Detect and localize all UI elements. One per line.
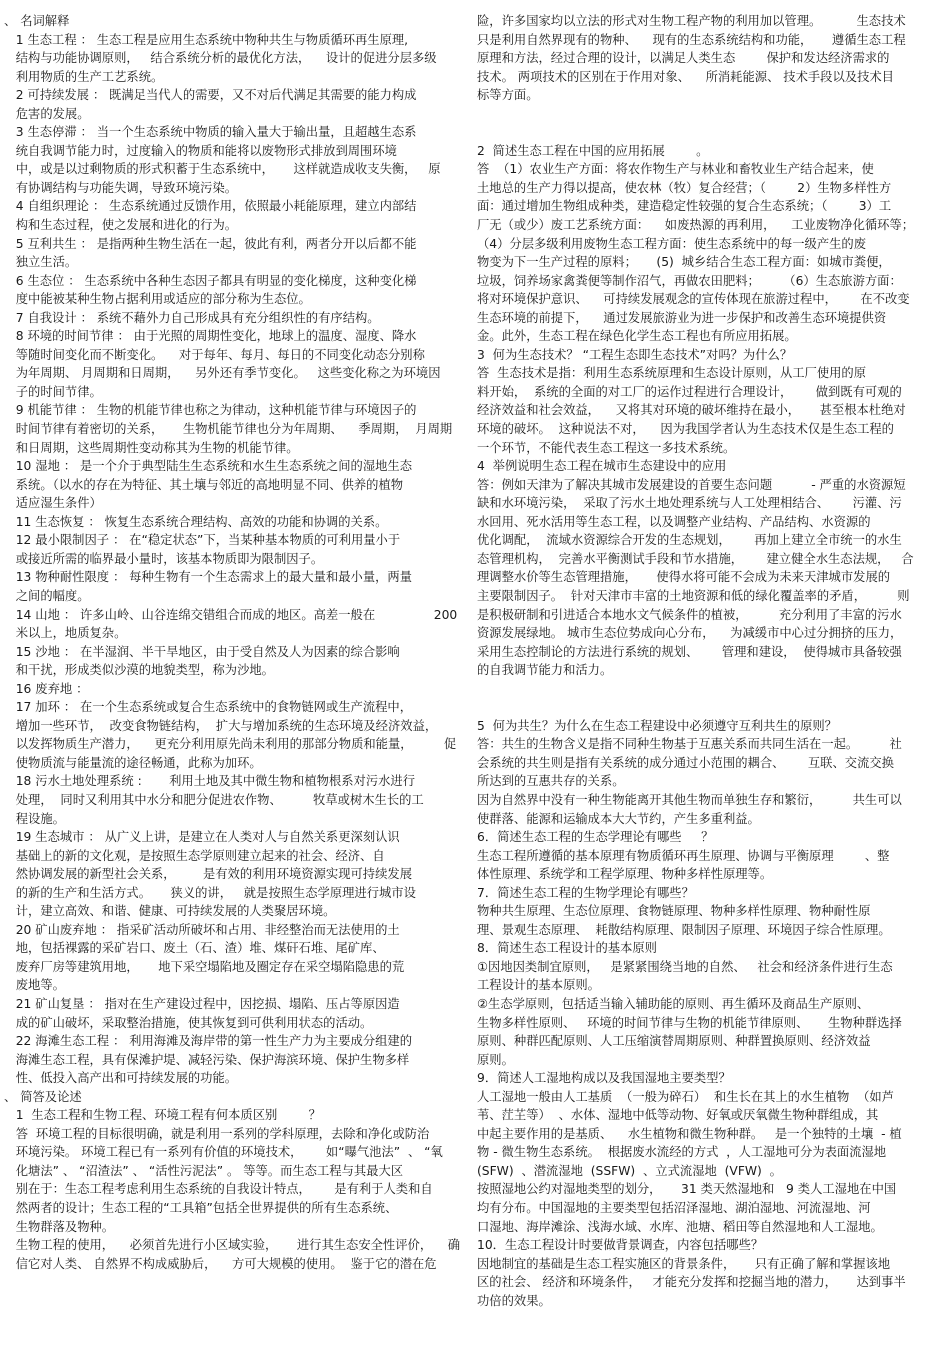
- left-text-line: 度中能被某种生物占据利用或适应的部分称为生态位。: [4, 292, 311, 307]
- right-text-line: 苇、茳芏等） 、水体、湿地中低等动物、好氧或厌氧微生物种群组成，其: [477, 1108, 879, 1123]
- right-text-line: （4）分层多级利用废物生态工程方面：使生态系统中的每一级产生的废: [477, 236, 867, 251]
- right-text-line: 环境的破坏。 这种说法不对， 因为我国学者认为生态技术仅是生态工程的: [477, 422, 894, 437]
- right-text-line: 标等方面。: [477, 88, 539, 103]
- left-text-line: 构和生态过程，使之发展和进化的行为。: [4, 218, 238, 233]
- right-text-line: 的自我调节能力和活力。: [477, 663, 613, 678]
- right-text-line: 技术。 两项技术的区别在于作用对象、 所消耗能源、 技术手段以及技术目: [477, 69, 894, 84]
- right-text-line: 3 何为生态技术？ “工程生态即生态技术”对吗？为什么？: [477, 347, 793, 362]
- right-text-line: 原则。: [477, 1052, 514, 1067]
- left-text-line: 7 自我设计 ： 系统不藉外力自己形成具有充分组织性的有序结构。: [4, 310, 380, 325]
- right-text-line: [477, 698, 947, 717]
- left-text-line: 化塘法” 、 “沼渣法” 、 “活性污泥法” 。 等等。而生态工程与其最大区: [4, 1163, 404, 1178]
- left-text-line: 10 湿地 ： 是一个介于典型陆生生态系统和水生生态系统之间的湿地生态: [4, 459, 413, 474]
- right-text-line: 答 生态技术是指：利用生态系统原理和生态设计原则，从工厂使用的原: [477, 366, 867, 381]
- right-text-line: 态管理机构， 完善水平衡测试手段和节水措施， 建立健全水生态法规， 合: [477, 551, 914, 566]
- right-text-line: [477, 123, 947, 142]
- right-text-line: 使群落、能源和运输成本大大节约，产生多重利益。: [477, 811, 760, 826]
- left-text-line: 然协调发展的新型社会关系， 是有效的利用环境资源实现可持续发展: [4, 867, 412, 882]
- left-text-line: 有协调结构与功能失调，导致环境污染。: [4, 180, 238, 195]
- left-text-line: 废地等。: [4, 978, 65, 993]
- right-text-line: 物变为下一生产过程的原料； (5) 城乡结合生态工程方面：如城市粪便，: [477, 255, 891, 270]
- left-text-line: 答 环境工程的目标很明确，就是利用一系列的学科原理，去除和净化或防治: [4, 1126, 430, 1141]
- left-text-line: 处理， 同时又利用其中水分和肥分促进农作物、 牧草或树木生长的工: [4, 792, 424, 807]
- right-text-line: 10．生态工程设计时要做背景调查，内容包括哪些？: [477, 1238, 764, 1253]
- right-text-line: 只是利用自然界现有的物种、 现有的生态系统结构和功能， 遵循生态工程: [477, 32, 906, 47]
- right-text-line: 理调整水价等生态管理措施， 使得水将可能不会成为未来天津城市发展的: [477, 570, 891, 585]
- left-text-line: 环境污染。 环境工程已有一系列有价值的环境技术， 如“曝气池法” 、 “氧: [4, 1145, 443, 1160]
- left-text-line: 21 矿山复垦 ： 指对在生产建设过程中，因挖损、塌陷、压占等原因造: [4, 996, 400, 1011]
- left-text-line: 2 可持续发展 ： 既满足当代人的需要，又不对后代满足其需要的能力构成: [4, 88, 417, 103]
- left-text-line: 3 生态停滞 ： 当一个生态系统中物质的输入量大于输出量，且超越生态系: [4, 125, 417, 140]
- left-text-line: 废弃厂房等建筑用地， 地下采空塌陷地及圈定存在采空塌陷隐患的荒: [4, 959, 405, 974]
- right-text-line: 缺和水环境污染， 采取了污水土地处理系统与人工处理相结合、 污灌、污: [477, 496, 902, 511]
- right-text-line: 经济效益和社会效益， 又将其对环境的破坏维持在最小， 甚至根本杜绝对: [477, 403, 906, 418]
- left-text-line: 增加一些环节， 改变食物链结构， 扩大与增加系统的生态环境及经济效益，: [4, 718, 438, 733]
- left-text-line: 系统。（以水的存在为特征、其土壤与邻近的高地明显不同、供养的植物: [4, 477, 404, 492]
- right-text-line: 体性原理、系统学和工程学原理、物种多样性原理等。: [477, 867, 773, 882]
- left-text-line: 子的时间节律。: [4, 384, 102, 399]
- left-text-line: 22 海滩生态工程 ： 利用海滩及海岸带的第一性生产力为主要成分组建的: [4, 1034, 413, 1049]
- right-text-line: ①因地因类制宜原则， 是紧紧围绕当地的自然、 社会和经济条件进行生态: [477, 959, 893, 974]
- right-text-line: 采用生态控制论的方法进行系统的规划、 管理和建设， 使得城市具备较强: [477, 644, 902, 659]
- left-column: [4, 12, 469, 1273]
- right-text-line: 答：共生的生物含义是指不同种生物基于互惠关系而共同生活在一起。 社: [477, 737, 902, 752]
- left-text-line: 17 加环 ： 在一个生态系统或复合生态系统中的食物链网或生产流程中，: [4, 700, 413, 715]
- left-text-line: 计，建立高效、和谐、健康、可持续发展的人类聚居环境。: [4, 904, 336, 919]
- left-text-line: 米以上，地质复杂。: [4, 626, 127, 641]
- right-text-line: 答：例如天津为了解决其城市发展建设的首要生态问题 - 严重的水资源短: [477, 477, 906, 492]
- left-text-line: 11 生态恢复 ： 恢复生态系统合理结构、高效的功能和协调的关系。: [4, 514, 388, 529]
- right-text-line: 原则、种群匹配原则、人工压缩演替周期原则、种群置换原则、经济效益: [477, 1034, 871, 1049]
- left-text-line: 16 废弃地 ：: [4, 681, 89, 696]
- left-text-line: 生物工程的使用， 必须首先进行小区域实验， 进行其生态安全性评价， 确: [4, 1238, 461, 1253]
- left-text-line: 统自我调节能力时，过度输入的物质和能将以废物形式排放到周围环境: [4, 143, 397, 158]
- left-text-line: 中，或是以过剩物质的形式积蓄于生态系统中， 这样就造成收支失衡， 原: [4, 162, 441, 177]
- right-text-line: 垃圾，饲养场家禽粪便等制作沼气，再做农田肥料； （6）生态旅游方面：: [477, 273, 902, 288]
- left-text-line: 程设施。: [4, 811, 65, 826]
- left-text-line: 然两者的设计；生态工程的“工具箱”包括全世界提供的所有生态系统、: [4, 1201, 398, 1215]
- right-text-line: 4 举例说明生态工程在城市生态建设中的应用: [477, 459, 727, 474]
- right-text-line: 一个环节，不能代表生态工程这一多技术系统。: [477, 440, 736, 455]
- right-text-line: 生态工程所遵循的基本原理有物质循环再生原理、协调与平衡原理 、整: [477, 848, 890, 863]
- left-text-line: 为年周期、 月周期和日周期， 另外还有季节变化。 这些变化称之为环境因: [4, 366, 441, 381]
- left-text-line: 14 山地 ： 许多山岭、山谷连绵交错组合而成的地区。高差一般在 200: [4, 607, 458, 622]
- right-text-line: 答 （1）农业生产方面：将农作物生产与林业和畜牧业生产结合起来，使: [477, 162, 874, 177]
- right-text-line: 中起主要作用的是基质、 水生植物和微生物种群。 是一个独特的土壤 - 植: [477, 1126, 902, 1141]
- left-text-line: 地，包括裸露的采矿岩口、废土（石、渣）堆、煤矸石堆、尾矿库、: [4, 941, 385, 956]
- left-text-line: 成的矿山破坏，采取整治措施，使其恢复到可供利用状态的活动。: [4, 1015, 373, 1030]
- left-text-line: 6 生态位 ： 生态系统中各种生态因子都具有明显的变化梯度，这种变化梯: [4, 273, 417, 288]
- left-text-line: 、 名词解释: [4, 14, 70, 28]
- left-text-line: 适应湿生条件）: [4, 496, 102, 511]
- left-text-line: 时间节律有着密切的关系， 生物机能节律也分为年周期、 季周期， 月周期: [4, 422, 453, 437]
- right-text-line: 将对环境保护意识、 可持续发展观念的宣传体现在旅游过程中， 在不改变: [477, 292, 910, 307]
- right-column: [477, 12, 947, 1310]
- right-text-line: 物 - 微生物生态系统。 根据废水流经的方式 ，人工湿地可分为表面流湿地: [477, 1145, 887, 1160]
- right-text-line: 口湿地、海岸滩涂、浅海水域、水库、池塘、稻田等自然湿地和人工湿地。: [477, 1219, 883, 1234]
- right-text-line: 8．简述生态工程设计的基本原则: [477, 941, 657, 956]
- right-text-line: 面：通过增加生物组成种类，建造稳定性较强的复合生态系统；（ 3）工: [477, 199, 892, 214]
- left-text-line: 5 互利共生 ： 是指两种生物生活在一起，彼此有利，两者分开以后都不能: [4, 236, 417, 251]
- left-text-line: 和日周期，这些周期性变动称其为生物的机能节律。: [4, 440, 299, 455]
- right-text-line: 资源发展绿地。 城市生态位势成向心分布， 为减缓市中心过分拥挤的压力，: [477, 626, 903, 641]
- right-text-line: 生态环境的前提下， 通过发展旅游业为进一步保护和改善生态环境提供资: [477, 310, 887, 325]
- right-text-line: 主要限制因子。 针对天津市丰富的土地资源和低的绿化覆盖率的矛盾， 则: [477, 588, 910, 603]
- left-text-line: 1 生态工程和生物工程、环境工程有何本质区别 ？: [4, 1108, 321, 1123]
- right-text-line: [477, 680, 947, 699]
- right-text-line: 优化调配， 流域水资源综合开发的生态规划， 再加上建立全市统一的水生: [477, 533, 902, 548]
- right-text-line: ②生态学原则，包括适当输入辅助能的原则、再生循环及商品生产原则、: [477, 996, 870, 1011]
- right-text-line: 理、景观生态原理、 耗散结构原理、限制因子原理、环境因子综合性原理。: [477, 922, 891, 937]
- right-text-line: 均有分布。中国湿地的主要类型包括沼泽湿地、湖泊湿地、河流湿地、河: [477, 1201, 871, 1215]
- right-text-line: 生物多样性原则、 环境的时间节律与生物的机能节律原则、 生物种群选择: [477, 1015, 902, 1030]
- left-text-line: 的新的生产和生活方式。 狭义的讲， 就是按照生态学原理进行城市设: [4, 885, 416, 900]
- left-text-line: 8 环境的时间节律 ： 由于光照的周期性变化，地球上的温度、湿度、降水: [4, 329, 417, 344]
- left-text-line: 利用物质的生产工艺系统。: [4, 69, 164, 84]
- right-text-line: 险，许多国家均以立法的形式对生物工程产物的利用加以管理。 生态技术: [477, 14, 906, 28]
- left-text-line: 海滩生态工程，具有保滩护堤、减轻污染、保护海滨环境、保护生物多样: [4, 1052, 410, 1067]
- left-text-line: 19 生态城市 ： 从广义上讲，是建立在人类对人与自然关系更深刻认识: [4, 830, 400, 845]
- left-text-line: 信它对人类、 自然界不构成威胁后， 方可大规模的使用。 鉴于它的潜在危: [4, 1256, 437, 1271]
- right-text-line: 会系统的共生则是指有关系统的成分通过小范围的耦合、 互联、交流交换: [477, 755, 894, 770]
- left-text-line: 危害的发展。: [4, 106, 90, 121]
- right-text-line: 按照湿地公约对湿地类型的划分， 31 类天然湿地和 9 类人工湿地在中国: [477, 1182, 897, 1197]
- left-text-line: 18 污水土地处理系统 : 利用土地及其中微生物和植物根系对污水进行: [4, 774, 416, 789]
- left-text-line: 、 简答及论述: [4, 1089, 82, 1104]
- left-text-line: 4 自组织理论 ： 生态系统通过反馈作用，依照最小耗能原理，建立内部结: [4, 199, 417, 214]
- right-text-line: [477, 105, 947, 124]
- left-text-line: 生物群落及物种。: [4, 1219, 115, 1234]
- left-text-line: 之间的幅度。: [4, 588, 90, 603]
- right-text-line: 6．简述生态工程的生态学理论有哪些 ？: [477, 830, 714, 845]
- left-text-line: 基础上的新的文化观，是按照生态学原则建立起来的社会、经济、自: [4, 848, 385, 863]
- right-text-line: 土地总的生产力得以提高，使农林（牧）复合经营；（ 2）生物多样性方: [477, 180, 892, 195]
- right-text-line: 功倍的效果。: [477, 1293, 551, 1308]
- right-text-line: 水回用、死水活用等生态工程，以及调整产业结构、产品结构、水资源的: [477, 514, 871, 529]
- right-text-line: 因为自然界中没有一种生物能离开其他生物而单独生存和繁衍， 共生可以: [477, 792, 902, 807]
- right-text-line: 是积极研制和引进适合本地水文气候条件的植被， 充分利用了丰富的污水: [477, 607, 902, 622]
- right-text-line: 物种共生原理、生态位原理、食物链原理、物种多样性原理、物种耐性原: [477, 904, 871, 919]
- left-text-line: 1 生态工程 ： 生态工程是应用生态系统中物种共生与物质循环再生原理,: [4, 32, 409, 47]
- left-text-line: 13 物种耐性限度 ： 每种生物有一个生态需求上的最大量和最小量，两量: [4, 570, 413, 585]
- left-text-line: 性、低投入高产出和可持续发展的功能。: [4, 1071, 238, 1086]
- left-text-line: 别在于：生态工程考虑利用生态系统的自我设计特点， 是有利于人类和自: [4, 1182, 433, 1197]
- right-text-line: (SFW) 、潜流湿地 (SSFW) 、立式流湿地 (VFW) 。: [477, 1163, 782, 1178]
- left-text-line: 12 最小限制因子 ： 在“稳定状态”下，当某种基本物质的可利用量小于: [4, 533, 401, 548]
- left-text-line: 15 沙地 ： 在半湿润、半干旱地区，由于受自然及人为因素的综合影响: [4, 644, 400, 659]
- left-text-line: 9 机能节律 ： 生物的机能节律也称之为律动，这种机能节律与环境因子的: [4, 403, 417, 418]
- right-text-line: 7．简述生态工程的生物学理论有哪些？: [477, 885, 694, 900]
- right-text-line: 因地制宜的基础是生态工程实施区的背景条件， 只有正确了解和掌握该地: [477, 1256, 891, 1271]
- left-text-line: 以发挥物质生产潜力， 更充分利用原先尚未利用的那部分物质和能量， 促: [4, 737, 457, 752]
- left-text-line: 使物质流与能量流的途径畅通，此称为加环。: [4, 755, 262, 770]
- right-text-line: 人工湿地一般由人工基质 （一般为碎石） 和生长在其上的水生植物 （如芦: [477, 1089, 894, 1104]
- left-text-line: 独立生活。: [4, 255, 78, 270]
- left-text-line: 等随时间变化而不断变化。 对于每年、每月、每日的不同变化动态分别称: [4, 347, 425, 362]
- right-text-line: 厂无（或少）废工艺系统方面： 如废热源的再利用， 工业废物净化循环等；: [477, 218, 915, 233]
- right-text-line: 金。此外，生态工程在绿色化学生态工程也有所应用拓展。: [477, 329, 797, 344]
- left-text-line: 或接近所需的临界最小量时，该基本物质即为限制因子。: [4, 551, 324, 566]
- right-text-line: 9．简述人工湿地构成以及我国湿地主要类型？: [477, 1071, 731, 1086]
- right-text-line: 工程设计的基本原则。: [477, 978, 600, 993]
- left-text-line: 20 矿山废弃地 ： 指采矿活动所破坏和占用、非经整治而无法使用的土: [4, 922, 400, 937]
- left-text-line: 结构与功能协调原则， 结合系统分析的最优化方法， 设计的促进分层多级: [4, 51, 437, 66]
- right-text-line: 2 简述生态工程在中国的应用拓展 。: [477, 143, 709, 158]
- right-text-line: 5 何为共生？为什么在生态工程建设中必须遵守互利共生的原则？: [477, 718, 837, 733]
- left-text-line: 和干扰，形成类似沙漠的地貌类型，称为沙地。: [4, 663, 274, 678]
- right-text-line: 原理和方法，经过合理的设计，以满足人类生态 保护和发达经济需求的: [477, 51, 890, 66]
- right-text-line: 料开始， 系统的全面的对工厂的运作过程进行合理设计， 做到既有可观的: [477, 384, 902, 399]
- right-text-line: 区的社会、 经济和环境条件， 才能充分发挥和挖掘当地的潜力， 达到事半: [477, 1275, 906, 1290]
- right-text-line: 所达到的互惠共存的关系。: [477, 774, 625, 789]
